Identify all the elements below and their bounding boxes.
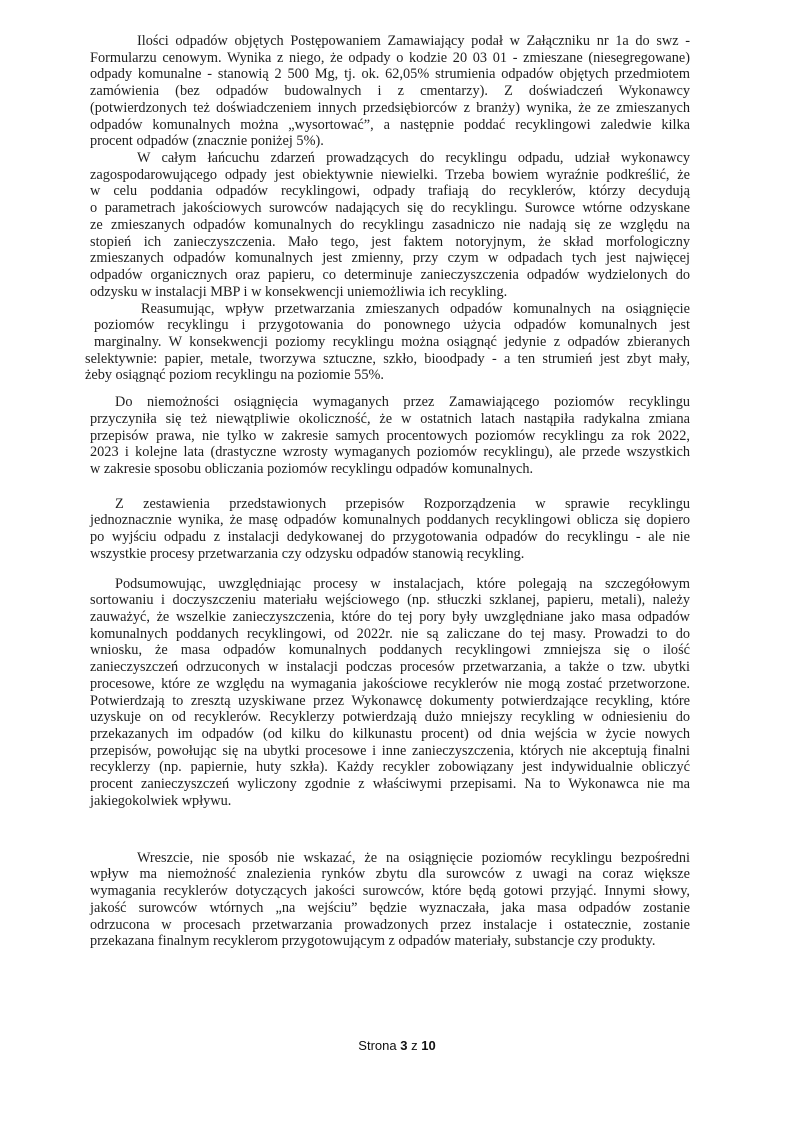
footer-total-pages: 10 [421,1038,436,1053]
text-line: jakiegokolwiek wpływu. [90,792,232,809]
footer-label: Strona [358,1038,397,1053]
text-line: wpływ ma niemożność znalezienia rynków zbytu dla surowców z uwagi na coraz większe [90,866,690,883]
text-line: przyczyniła się też niewątpliwie okoliczność, że w ostatnich latach nastąpiła radykalna zmiana [90,410,690,427]
text-line: po wyjściu odpadu z instalacji dedykowanej do przygotowania odpadów do recyklingu - ale nie [90,529,690,546]
text-line: żeby osiągnąć poziom recyklingu na poziomie 55%. [85,367,384,384]
text-line: Potwierdzają to zresztą uzyskiwane przez Wykonawcę dokumenty potwierdzające recykling, które [90,692,690,709]
text-line: odpady komunalne - stanowią 2 500 Mg, tj. ok. 62,05% strumienia odpadów objętych przedmiotem [90,66,690,83]
text-line: marginalny. W konsekwencji poziomy recyklingu można osiągnąć jedynie z odpadów zbieranych [94,333,690,350]
text-line: odzysku w instalacji MBP i w konsekwencji uniemożliwia ich recykling. [90,283,508,300]
paragraph [90,850,690,950]
text-line: ze zmieszanych odpadów komunalnych do recyklingu zasadniczo nie nadają się ze względu na [90,216,690,233]
text-line: sortowaniu i doczyszczeniu materiału wejściowego (np. stłuczki szklanej, papieru, metali), należy [90,592,690,609]
text-line: wymagania recyklerów dotyczących jakości surowców, które będą gotowi przyjąć. Innymi słowy, [90,883,690,900]
text-line: odrzucona w procesach przetwarzania prowadzonych przez instalacje i ostatecznie, zostanie [90,916,690,933]
paragraph [90,576,690,810]
text-line: odpadów komunalnych można „wysortować”, a następnie poddać recyklingowi zaledwie kilka [90,116,690,133]
text-line: procent zanieczyszczeń wyliczony zgodnie z właściwymi przepisami. Na to Wykonawca nie ma [90,776,690,793]
paragraph [90,33,690,150]
text-line: zamówienia (bez odpadów budowalnych i z cmentarzy). Z doświadczeń Wykonawcy [90,83,690,100]
text-line: w celu poddania odpadów recyklingowi, odpady trafiają do recyklerów, którzy decydują [90,183,690,200]
text-line: wszystkie procesy przetwarzania czy odzysku odpadów stanowią recykling. [90,545,525,562]
text-line: poziomów recyklingu i przygotowania do ponownego użycia odpadów komunalnych jest [94,317,690,334]
text-line: w zakresie sposobu obliczania poziomów recyklingu odpadów komunalnych. [90,460,534,477]
text-line: recyklerzy (np. papiernie, huty szkła). Każdy recykler zobowiązany jest indywidualnie obliczyć [90,759,690,776]
text-line: Formularzu cenowym. Wynika z niego, że odpady o kodzie 20 03 01 - zmieszane (niesegregowane) [90,49,690,66]
paragraph [90,150,690,300]
text-line: odpadów organicznych oraz papieru, co determinuje zanieczyszczenia odpadów wydzielonych do [90,267,690,284]
text-line: jednoznacznie wynika, że masę odpadów komunalnych poddanych recyklingowi oblicza się dopiero [90,512,690,529]
text-line: wniosku, że masa odpadów komunalnych poddanych recyklingowi zmniejsza się o ilość [90,642,690,659]
text-line: stopień ich zanieczyszczenia. Mało tego, jest faktem notoryjnym, że skład morfologiczny [90,233,690,250]
text-line: Reasumując, wpływ przetwarzania zmieszanych odpadów komunalnych na osiągnięcie [141,300,690,317]
text-line: selektywnie: papier, metale, tworzywa sztuczne, szkło, bioodpady - a ten strumień jest zbyt mały, [85,350,690,367]
footer-page-number: 3 [400,1038,408,1053]
text-line: zagospodarowującego odpady jest obiektywnie niewielki. Trzeba bowiem wyraźnie podkreślić, że [90,166,690,183]
text-line: o parametrach jakościowych surowców nadających się do recyklingu. Surowce wtórne odzyskane [90,200,690,217]
paragraph [85,300,690,385]
text-line: Ilości odpadów objętych Postępowaniem Zamawiający podał w Załączniku nr 1a do swz - [137,33,690,49]
text-line: Do niemożności osiągnięcia wymaganych przez Zamawiającego poziomów recyklingu [115,394,690,411]
text-line: zmieszanych odpadów komunalnych jest zmienny, przy czym w odpadach tych jest najwięcej [90,250,690,267]
text-line: zanieczyszczeń odrzuconych w instalacji podczas procesów przetwarzania, a także o tzw. ubytki [90,659,690,676]
document-body [85,33,690,950]
text-line: procesowe, które ze względu na wymagania jakościowe recyklerów nie mogą zostać przetworzone. [90,675,690,692]
text-line: uzyskuje on od recyklerów. Recyklerzy potwierdzają dużo mniejszy recykling w odniesieniu do [90,709,690,726]
paragraph [90,394,690,478]
text-line: przepisów, powołując się na ubytki procesowe i inne zanieczyszczenia, których nie akceptują finalni [90,742,690,759]
text-line: (potwierdzonych też doświadczeniem innych przedsiębiorców z branży) wynika, że ze zmieszanych [90,99,690,116]
page-footer [0,1038,794,1054]
text-line: Wreszcie, nie sposób nie wskazać, że na osiągnięcie poziomów recyklingu bezpośredni [137,849,690,866]
text-line: przepisów prawa, nie tylko w zakresie samych procentowych poziomów recyklingu za rok 2022, [90,427,690,444]
text-line: Z zestawienia przedstawionych przepisów Rozporządzenia w sprawie recyklingu [115,495,690,512]
text-line: zauważyć, że wszelkie zanieczyszczenia, które do tej pory były uwzględniane jako masa odpadów [90,609,690,625]
text-line: 2023 i kolejne lata (drastyczne wzrosty wymaganych poziomów recyklingu), ale przede wszystkich [90,444,690,461]
text-line: przekazana finalnym recyklerom przygotowującym z odpadów materiały, substancje czy produkty. [90,933,656,950]
text-line: procent odpadów (znacznie poniżej 5%). [90,133,324,150]
text-line: Podsumowując, uwzględniając procesy w instalacjach, które polegają na szczegółowym [115,575,690,592]
text-line: przekazanych im odpadów (od kilku do kilkunastu procent) od dnia wejścia w życie nowych [90,726,690,743]
text-line: W całym łańcuchu zdarzeń prowadzących do recyklingu odpadu, udział wykonawcy [137,150,690,167]
text-line: komunalnych poddanych recyklingowi, od 2022r. nie są zaliczane do tej masy. Prowadzi to do [90,625,690,642]
text-line: jakość surowców wtórnych „na wejściu” będzie wyznaczała, jaka masa odpadów zostanie [90,899,690,916]
paragraph [90,496,690,563]
footer-separator: z [411,1038,418,1053]
